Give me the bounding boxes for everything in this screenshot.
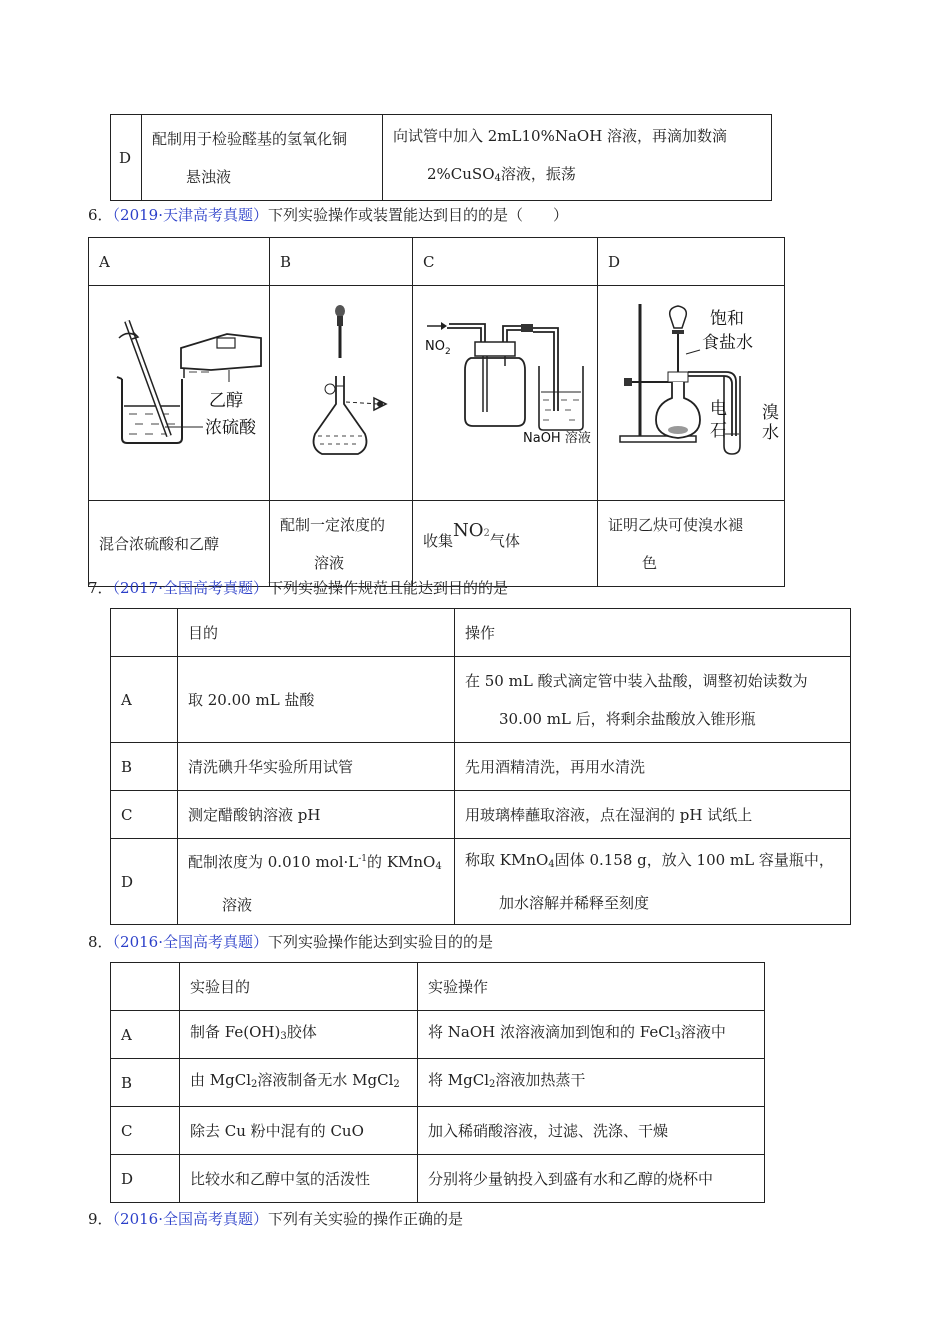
q6-caption-c: 收集$NO_2$气体 <box>413 501 598 587</box>
operation-cell: 先用酒精清洗，再用水清洗 <box>455 743 851 791</box>
row-label: A <box>111 1011 180 1059</box>
row-label: B <box>111 743 178 791</box>
q7-table <box>110 608 851 925</box>
acetylene-apparatus-figure <box>598 286 784 486</box>
row-label: C <box>111 791 178 839</box>
bromine-label-2: 水 <box>762 423 779 443</box>
table-row <box>111 743 851 791</box>
operation-cell: 称取 KMnO$_4$固体 0.158 g，放入 100 mL 容量瓶中， 加水溶解并稀释至刻度 <box>455 839 851 925</box>
question-number: 6． <box>88 206 113 224</box>
ethanol-label: 乙醇 <box>209 391 243 411</box>
purpose-cell: 制备 $Fe(OH)_3$胶体 <box>180 1011 418 1059</box>
operation-cell: 加入稀硝酸溶液，过滤、洗涤、干燥 <box>418 1107 765 1155</box>
question-number: 8． <box>88 933 113 951</box>
operation-cell <box>383 115 772 201</box>
purpose-cell: 配制浓度为 0.010 $mol\cdot L^{-1}$的 KMnO$_4$ 溶液 <box>178 839 455 925</box>
question-number: 9． <box>88 1210 113 1228</box>
carbide-label-1: 电 <box>710 399 727 419</box>
gas-collection-figure <box>413 286 597 486</box>
q6-caption-d: 证明乙炔可使溴水褪 色 <box>598 501 785 587</box>
operation-cell: 用玻璃棒蘸取溶液，点在湿润的 pH 试纸上 <box>455 791 851 839</box>
q6-header-d: D <box>598 238 785 286</box>
q6-figure-d-cell <box>598 286 785 501</box>
table-row <box>111 1107 765 1155</box>
question-source: （2019·天津高考真题） <box>112 206 268 224</box>
operation-header: 操作 <box>455 609 851 657</box>
purpose-line2: 悬浊液 <box>186 167 232 186</box>
operation-cell: 将 NaOH 浓溶液滴加到饱和的 FeCl$_3$溶液中 <box>418 1011 765 1059</box>
purpose-cell: 取 20.00 mL 盐酸 <box>178 657 455 743</box>
q6-header-b: B <box>270 238 413 286</box>
volumetric-flask-figure <box>270 286 412 486</box>
purpose-header: 目的 <box>178 609 455 657</box>
operation-cell: 在 50 mL 酸式滴定管中装入盐酸，调整初始读数为 30.00 mL 后，将剩余盐酸放入锥形瓶 <box>455 657 851 743</box>
row-label: D <box>111 115 142 201</box>
question-text: 下列实验操作规范且能达到目的的是 <box>268 579 509 597</box>
row-label: A <box>111 657 178 743</box>
q8-table <box>110 962 765 1203</box>
row-label: C <box>111 1107 180 1155</box>
question-text: 下列有关实验的操作正确的是 <box>268 1210 464 1228</box>
q7-stem <box>88 577 508 598</box>
purpose-header: 实验目的 <box>180 963 418 1011</box>
operation-header: 实验操作 <box>418 963 765 1011</box>
row-label: B <box>111 1059 180 1107</box>
sulfuric-acid-label: 浓硫酸 <box>205 418 256 438</box>
purpose-cell: 由 MgCl$_2$溶液制备无水 MgCl$_2$ <box>180 1059 418 1107</box>
q6-stem <box>88 204 568 225</box>
q8-stem <box>88 931 493 952</box>
carbide-label-2: 石 <box>710 421 727 441</box>
q6-figure-b-cell <box>270 286 413 501</box>
table-row <box>111 1155 765 1203</box>
purpose-cell: 测定醋酸钠溶液 pH <box>178 791 455 839</box>
purpose-line1: 配制用于检验醛基的氢氧化铜 <box>152 129 348 148</box>
naoh-solution-label: NaOH 溶液 <box>523 431 591 446</box>
q6-caption-a: 混合浓硫酸和乙醇 <box>89 501 270 587</box>
q7-header-row <box>111 609 851 657</box>
purpose-cell: 清洗碘升华实验所用试管 <box>178 743 455 791</box>
question-text: 下列实验操作能达到实验目的的是 <box>268 933 494 951</box>
operation-cell: 分别将少量钠投入到盛有水和乙醇的烧杯中 <box>418 1155 765 1203</box>
table-row <box>111 657 851 743</box>
saturated-label: 饱和 <box>710 309 744 329</box>
table-row <box>111 791 851 839</box>
q6-caption-b: 配制一定浓度的 溶液 <box>270 501 413 587</box>
q6-figure-c-cell <box>413 286 598 501</box>
bromine-label-1: 溴 <box>762 403 779 423</box>
q8-header-row <box>111 963 765 1011</box>
table-row <box>111 1059 765 1107</box>
purpose-cell <box>142 115 383 201</box>
question-source: （2017·全国高考真题） <box>112 579 268 597</box>
row-label: D <box>111 1155 180 1203</box>
q6-figure-a-cell <box>89 286 270 501</box>
q5-row-d <box>111 115 772 201</box>
q6-header-a: A <box>89 238 270 286</box>
brine-label: 食盐水 <box>702 333 753 353</box>
q5-table <box>110 114 772 201</box>
question-source: （2016·全国高考真题） <box>112 933 268 951</box>
q6-header-c: C <box>413 238 598 286</box>
question-number: 7． <box>88 579 113 597</box>
operation-line1: 向试管中加入 2mL10%NaOH 溶液，再滴加数滴 <box>393 127 728 145</box>
table-row <box>111 1011 765 1059</box>
purpose-cell: 除去 Cu 粉中混有的 CuO <box>180 1107 418 1155</box>
question-text: 下列实验操作或装置能达到目的的是（ ） <box>268 206 569 224</box>
question-source: （2016·全国高考真题） <box>112 1210 268 1228</box>
q6-table <box>88 237 785 587</box>
beaker-mixing-figure <box>89 286 269 486</box>
purpose-cell: 比较水和乙醇中氢的活泼性 <box>180 1155 418 1203</box>
no2-gas-label: $NO_2$ <box>425 339 451 357</box>
operation-line2: 2%CuSO$_4$溶液，振荡 <box>427 165 576 184</box>
table-row <box>111 839 851 925</box>
operation-cell: 将 MgCl$_2$溶液加热蒸干 <box>418 1059 765 1107</box>
q9-stem <box>88 1208 463 1229</box>
row-label: D <box>111 839 178 925</box>
